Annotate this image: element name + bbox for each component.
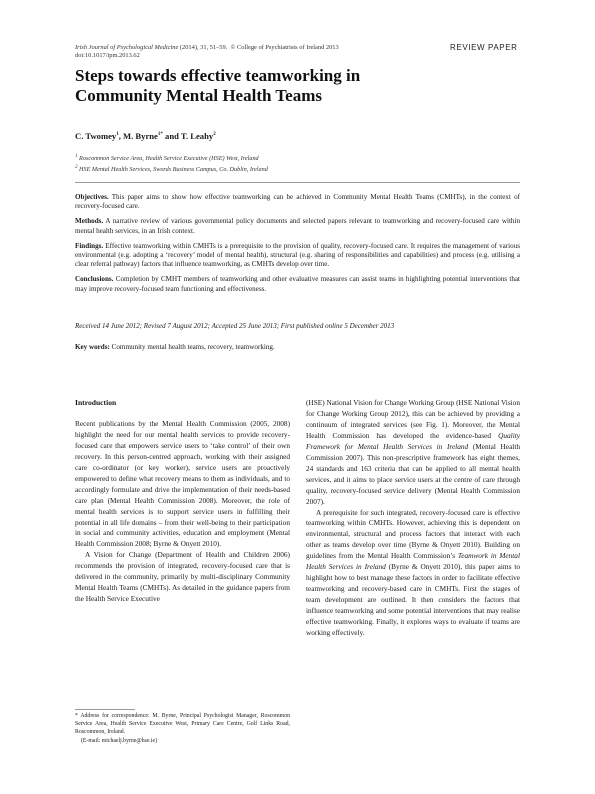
abstract-conclusions [75,275,520,293]
section-heading-introduction: Introduction [75,398,117,407]
author-3: T. Leahy [180,131,214,141]
article-type: REVIEW PAPER [450,43,518,52]
findings-label: Findings. [75,241,104,250]
conclusions-text: Completion by CMHT members of teamworking and other evaluative measures can assist teams in highlighting potential interventions that may improve recovery-focused team functioning and effectiveness. [75,275,521,293]
teamwork-report-title: Teamwork in Mental Health Services in Ireland [306,551,520,572]
journal-name: Irish Journal of Psychological Medicine [75,44,179,51]
quality-framework-title: Quality Framework for Mental Health Services in Ireland [306,430,520,451]
affiliation-1-num: 1 [75,154,78,159]
right-p1-text: (HSE) National Vision for Change Working Group (HSE National Vision for Change Working Group 2012), this can be achieved by providing a continuum of integrated services (see Fig. 1). Moreover, the Mental Health Commission has developed the evidence-based [306,398,520,440]
right-p2-text: A prerequisite for such integrated, recovery-focused care is effective teamworking within CMHTs. However, achieving this is dependent on environmental, structural and process factors that interact with each other as teams develop over time (Byrne & Onyett 2010). Building on guidelines from the Mental Health Commission’s [306,507,520,561]
affiliation-1 [75,152,475,163]
abstract-methods [75,217,520,235]
author-3-sup: 2 [213,132,216,138]
doi: doi:10.1017/ipm.2013.62 [75,52,140,59]
intro-paragraph-1: Recent publications by the Mental Health Commission (2005, 2008) highlight the need for our mental health services to provide recovery-focused care that empowers service users to ‘take control’ of their own recovery. In this person-centred approach, working with their assigned care co-ordinator (or key worker), service users are proactively empowered to define what recovery means to them as individuals, and to accordingly formulate and drive the implementation of their needs-based care plan (Mental Health Commission 2008). Moreover, the role of mental health services is to support service users in fulfilling their potential in all life domains – from their well-being to their participation in social and community activities, education and employment (Mental Health Commission 2008; Byrne & Onyett 2010). [75,418,290,549]
title-line-2: Community Mental Health Teams [75,86,322,105]
abstract [75,193,520,294]
objectives-text: This paper aims to show how effective teamworking can be achieved in Community Mental Health Teams (CMHTs), in the context of recovery-focused care. [75,193,520,211]
author-1-sup: 1 [116,132,119,138]
citation: (2014), 31, 51–59. [179,44,228,51]
intro-paragraph-2: A Vision for Change (Department of Health and Children 2006) recommends the provision of integrated, recovery-focused care that is delivered in the community, primarily by multi-disciplinary Community Mental Health Teams (CMHTs). As detailed in the guidance papers from the Health Service Executive [75,550,290,604]
author-sep-1: , [118,131,124,141]
author-list [75,131,216,141]
right-paragraph-2 [306,508,520,639]
left-column [75,398,290,605]
right-paragraph-1 [306,398,520,508]
publication-dates: Received 14 June 2012; Revised 7 August 2012; Accepted 25 June 2013; First published online 5 December 2013 [75,322,395,330]
right-column [306,398,520,639]
abstract-objectives [75,193,520,211]
footnote-address: * Address for correspondence: M. Byrne, Principal Psychologist Manager, Roscommon Service Area, Health Service Executive West, Primary Care Centre, Golf Links Road, Roscommon, Ireland. [75,713,290,736]
affiliation-2-num: 2 [75,165,78,171]
author-2: M. Byrne [123,131,158,141]
footnote-rule [75,709,135,710]
methods-text: A narrative review of various governmental policy documents and selected papers relevant to teamworking and recovery-focused care within mental health services, in an Irish context. [75,217,520,235]
right-p1-cont: (Mental Health Commission 2007). This non-prescriptive framework has eight themes, 24 standards and 163 criteria that can be applied to all mental health services, and it aims to place service users at the centre of care through quality, recovery-focused service delivery (Mental Health Commission 2007). [306,441,521,506]
keywords-text: Community mental health teams, recovery, teamworking. [111,343,275,351]
divider-top [75,182,520,183]
affiliation-1-text: Roscommon Service Area, Health Service Executive (HSE) West, Ireland [79,155,259,163]
abstract-findings [75,242,520,270]
affiliation-2 [75,163,475,174]
keywords [75,343,520,351]
author-1: C. Twomey [75,131,117,141]
conclusions-label: Conclusions. [75,275,114,284]
footnote [75,712,290,745]
footnote-email: (E-mail: michaelj.byrne@hse.ie) [81,737,157,744]
findings-text: Effective teamworking within CMHTs is a prerequisite to the provision of quality, recovery-focused care. It requires the management of various environmental (e.g. adopting a ‘recovery’ model of mental health), structural (e.g. sharing of responsibilities and capabilities) and process (e.g. utilising a clear referral pathway) factors that influence teamworking, as CMHTs develop over time. [75,241,521,269]
right-p2-cont: (Byrne & Onyett 2010), this paper aims to highlight how to best manage these factors in order to facilitate effective teamworking and recovery-based care in CMHTs. First the stages of team development are outlined. It then considers the factors that influence teamworking and some potential interventions that may realise effective teamworking. Finally, it explores ways to evaluate if teams are working effectively. [306,562,521,638]
running-header [75,44,415,60]
author-sep-2: and [162,131,181,141]
objectives-label: Objectives. [75,193,109,201]
affiliations [75,152,475,174]
affiliation-2-text: HSE Mental Health Services, Swords Business Campus, Co. Dublin, Ireland [79,166,268,174]
keywords-label: Key words: [75,343,110,351]
article-title [75,66,535,106]
copyright: © College of Psychiatrists of Ireland 2013 [230,44,339,51]
methods-label: Methods. [75,217,104,226]
title-line-1: Steps towards effective teamworking in [75,66,361,85]
author-2-sup: 1* [157,132,163,138]
